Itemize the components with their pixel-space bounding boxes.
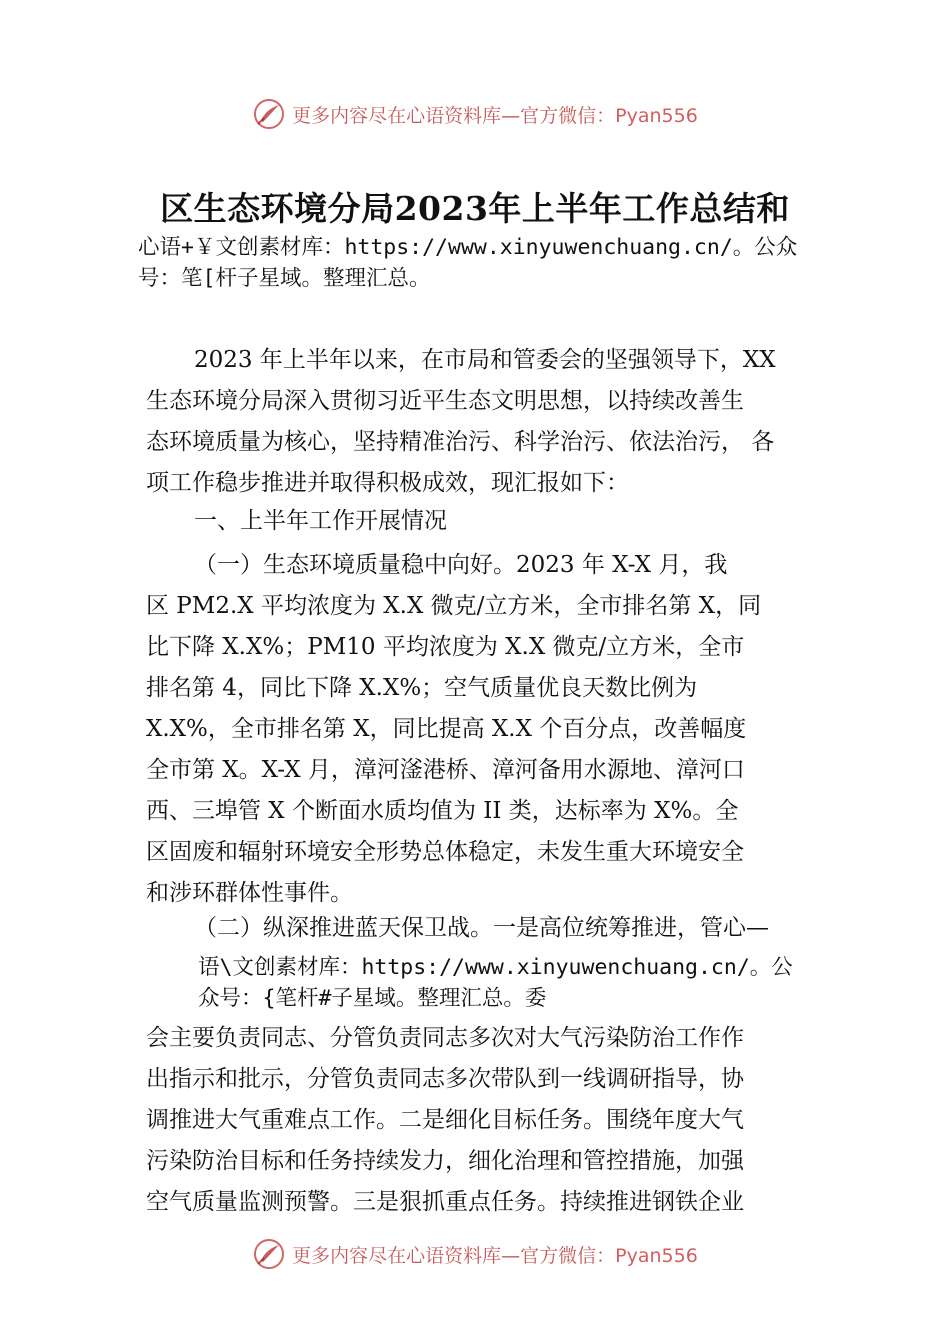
text-line: 和涉环群体性事件。 <box>146 880 353 906</box>
source-note-line: 号：笔[杆子星域。整理汇总。 <box>138 266 431 291</box>
text-line: 排名第 4，同比下降 X.X%；空气质量优良天数比例为 <box>146 675 698 701</box>
brand-logo-icon <box>252 1237 286 1271</box>
intro-paragraph <box>146 340 806 504</box>
embedded-source-note <box>198 952 793 1014</box>
text-line: 西、三埠管 X 个断面水质均值为 II 类，达标率为 X%。全 <box>146 798 739 824</box>
text-line: 全市第 X。X-X 月，漳河滏港桥、漳河备用水源地、漳河口 <box>146 757 745 783</box>
source-note-line: 语\文创素材库：https://www.xinyuwenchuang.cn/。公 <box>198 955 793 980</box>
text-line: 空气质量监测预警。三是狠抓重点任务。持续推进钢铁企业 <box>146 1189 744 1215</box>
text-line: X.X%，全市排名第 X，同比提高 X.X 个百分点，改善幅度 <box>146 716 747 742</box>
text-line: 会主要负责同志、分管负责同志多次对大气污染防治工作作 <box>146 1025 744 1051</box>
watermark-prefix: 更多内容尽在心语资料库—官方微信： <box>292 104 616 127</box>
text-line: 区 PM2.X 平均浓度为 X.X 微克/立方米，全市排名第 X，同 <box>146 593 762 619</box>
text-line: （二）纵深推进蓝天保卫战。一是高位统筹推进，管心— <box>194 915 769 941</box>
text-line: 出指示和批示，分管负责同志多次带队到一线调研指导，协 <box>146 1066 744 1092</box>
document-title: 区生态环境分局2023年上半年工作总结和 <box>160 189 790 228</box>
source-note-line: 众号：{笔杆#子星域。整理汇总。委 <box>198 986 547 1011</box>
text-line: 比下降 X.X%；PM10 平均浓度为 X.X 微克/立方米，全市 <box>146 634 745 660</box>
text-line: （一）生态环境质量稳中向好。2023 年 X-X 月，我 <box>194 552 728 578</box>
watermark-prefix: 更多内容尽在心语资料库—官方微信： <box>292 1244 616 1267</box>
heading-line: 一、上半年工作开展情况 <box>194 508 447 534</box>
watermark-text <box>292 1241 698 1268</box>
text-line: 2023 年上半年以来，在市局和管委会的坚强领导下，XX <box>194 347 776 373</box>
header-watermark <box>0 94 950 134</box>
watermark-text <box>292 101 698 128</box>
source-note <box>138 232 797 294</box>
section-2-heading <box>146 908 806 949</box>
footer-watermark <box>0 1234 950 1274</box>
text-line: 调推进大气重难点工作。二是细化目标任务。围绕年度大气 <box>146 1107 744 1133</box>
section-1-paragraph <box>146 545 806 914</box>
section-heading <box>146 501 806 542</box>
text-line: 区固废和辐射环境安全形势总体稳定，未发生重大环境安全 <box>146 839 744 865</box>
text-line: 生态环境分局深入贯彻习近平生态文明思想，以持续改善生 <box>146 388 744 414</box>
source-note-line: 心语+￥文创素材库：https://www.xinyuwenchuang.cn/。公众 <box>138 235 798 260</box>
section-2-paragraph <box>146 1018 806 1223</box>
watermark-wechat-id: Pyan556 <box>615 1244 698 1267</box>
brand-logo-icon <box>252 97 286 131</box>
watermark-wechat-id: Pyan556 <box>615 104 698 127</box>
text-line: 态环境质量为核心，坚持精准治污、科学治污、依法治污， 各 <box>146 429 775 455</box>
text-line: 项工作稳步推进并取得积极成效，现汇报如下： <box>146 470 629 496</box>
text-line: 污染防治目标和任务持续发力，细化治理和管控措施，加强 <box>146 1148 744 1174</box>
